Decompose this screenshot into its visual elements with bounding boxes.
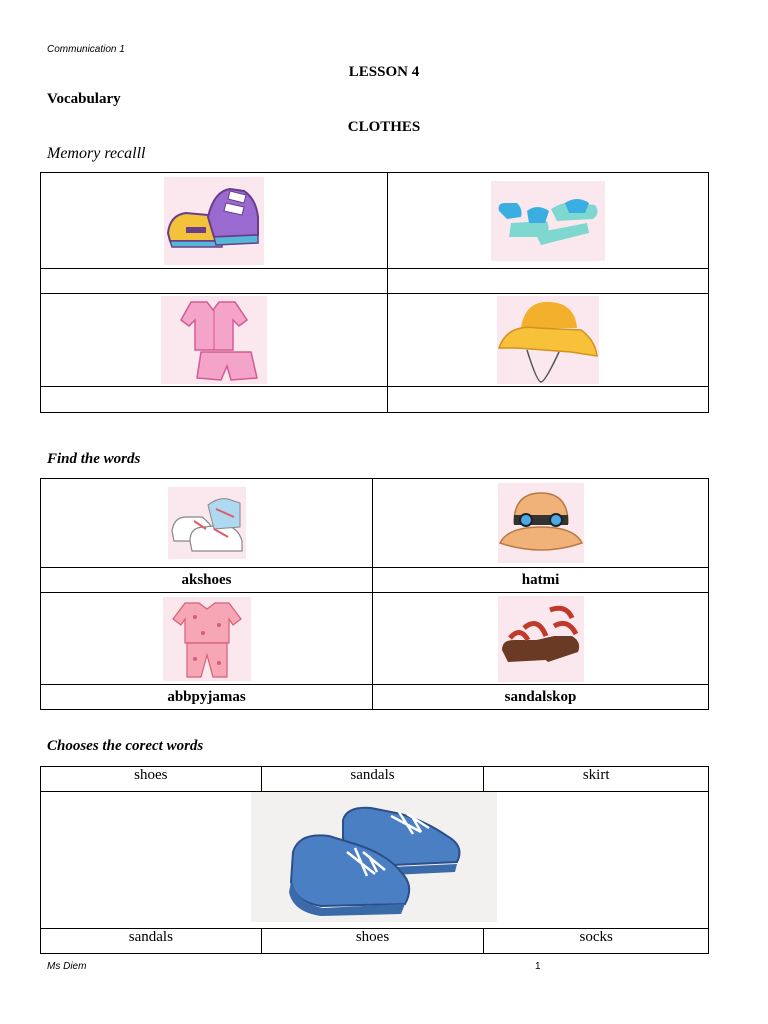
memory-recall-heading: Memory recalll (47, 145, 146, 162)
option-top-3[interactable]: skirt (484, 767, 709, 792)
sun-hat-cell (388, 294, 709, 387)
answer-blank-4[interactable] (388, 387, 709, 413)
pyjamas-icon (161, 296, 267, 384)
scrambled-word-1: akshoes (41, 568, 373, 593)
scrambled-word-2: hatmi (373, 568, 709, 593)
sandals-icon (491, 181, 605, 261)
option-bottom-1[interactable]: sandals (41, 929, 262, 954)
option-bottom-2[interactable]: shoes (261, 929, 484, 954)
answer-blank-3[interactable] (41, 387, 388, 413)
footer-author: Ms Diem (47, 961, 87, 972)
hat-picture-cell (373, 479, 709, 568)
lesson-title: LESSON 4 (348, 64, 420, 80)
scrambled-word-4: sandalskop (373, 685, 709, 710)
memory-recall-table (40, 172, 709, 413)
sandals-picture-cell (373, 593, 709, 685)
choose-picture-cell (41, 792, 709, 929)
find-words-heading: Find the words (47, 451, 141, 467)
option-top-2[interactable]: sandals (261, 767, 484, 792)
safari-hat-icon (498, 483, 584, 563)
topic-title: CLOTHES (347, 119, 421, 135)
shoes-picture-cell (41, 479, 373, 568)
find-words-table (40, 478, 709, 710)
answer-blank-2[interactable] (388, 269, 709, 294)
sun-hat-icon (497, 296, 599, 384)
option-bottom-3[interactable]: socks (484, 929, 709, 954)
sneakers-icon (164, 177, 264, 265)
pink-pyjamas-icon (163, 597, 251, 681)
vocabulary-heading: Vocabulary (47, 91, 121, 107)
sandals-cell (388, 173, 709, 269)
page-number: 1 (535, 961, 541, 972)
scrambled-word-3: abbpyjamas (41, 685, 373, 710)
white-sneakers-icon (168, 487, 246, 559)
pyjamas-picture-cell (41, 593, 373, 685)
answer-blank-1[interactable] (41, 269, 388, 294)
choose-words-table (40, 766, 709, 954)
pyjamas-cell (41, 294, 388, 387)
sneakers-cell (41, 173, 388, 269)
brown-sandals-icon (498, 596, 584, 682)
choose-words-heading: Chooses the corect words (47, 738, 204, 754)
option-top-1[interactable]: shoes (41, 767, 262, 792)
blue-shoes-icon (251, 792, 497, 922)
doc-header-label: Communication 1 (47, 44, 125, 55)
